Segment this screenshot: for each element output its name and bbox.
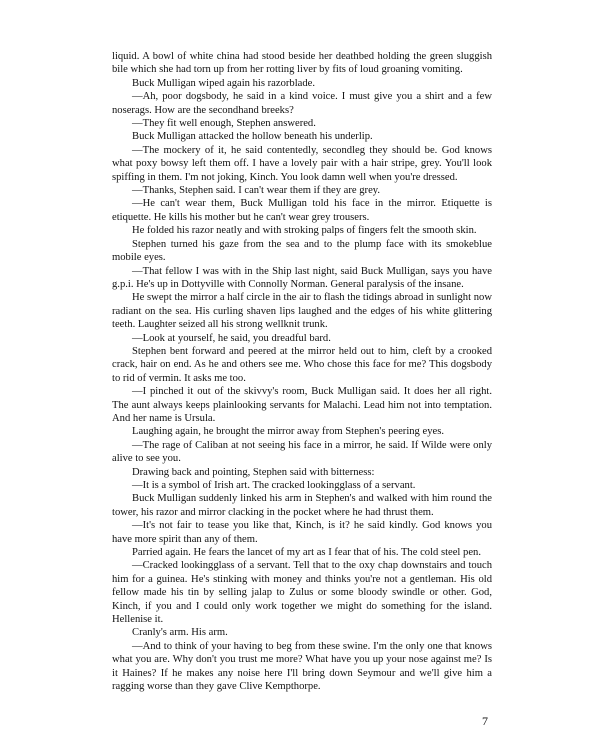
page-body <box>112 50 492 694</box>
paragraph: Drawing back and pointing, Stephen said with bitterness: <box>132 466 375 478</box>
page-number: 7 <box>482 714 488 728</box>
paragraph: Parried again. He fears the lancet of my art as I fear that of his. The cold steel pen. <box>132 547 481 559</box>
paragraph: —Thanks, Stephen said. I can't wear them if they are grey. <box>132 185 381 197</box>
paragraph: —It is a symbol of Irish art. The cracked lookingglass of a servant. <box>132 480 416 491</box>
paragraph: Cranly's arm. His arm. <box>132 627 228 639</box>
paragraph: Stephen turned his gaze from the sea and to the plump face with its smokeblue mobile eyes. <box>112 238 492 264</box>
paragraph: —Ah, poor dogsbody, he said in a kind voice. I must give you a shirt and a few noserags. How are the secondhand breeks? <box>112 91 492 116</box>
paragraph: Stephen bent forward and peered at the mirror held out to him, cleft by a crooked crack, hair on end. As he and others see me. Who chose this face for me? This dogsbody to rid of vermin. It asks me too. <box>112 345 492 384</box>
paragraph: —Cracked lookingglass of a servant. Tell that to the oxy chap downstairs and touch him for a guinea. He's stinking with money and thinks you're not a gentleman. His old fellow made his tin by selling jalap to Zulus or some bloody swindle or other. God, Kinch, if you and I could only work together we might do something for the island. Hellenise it. <box>112 560 492 626</box>
paragraph: —That fellow I was with in the Ship last night, said Buck Mulligan, says you have g.p.i. He's up in Dottyville with Connolly Norman. General paralysis of the insane. <box>112 265 492 290</box>
paragraph: Laughing again, he brought the mirror away from Stephen's peering eyes. <box>132 426 444 438</box>
paragraph: Buck Mulligan suddenly linked his arm in Stephen's and walked with him round the tower, his razor and mirror clacking in the pocket where he had thrust them. <box>112 493 492 518</box>
paragraph: liquid. A bowl of white china had stood beside her deathbed holding the green sluggish bile which she had torn up from her rotting liver by fits of loud groaning vomiting. <box>112 51 492 76</box>
paragraph: Buck Mulligan attacked the hollow beneath his underlip. <box>132 131 373 143</box>
paragraph: —He can't wear them, Buck Mulligan told his face in the mirror. Etiquette is etiquette. He kills his mother but he can't wear grey trousers. <box>112 198 492 223</box>
paragraph: Buck Mulligan wiped again his razorblade. <box>132 77 315 89</box>
paragraph: —They fit well enough, Stephen answered. <box>132 118 316 130</box>
paragraph: —Look at yourself, he said, you dreadful bard. <box>132 332 331 344</box>
paragraph: He folded his razor neatly and with stroking palps of fingers felt the smooth skin. <box>132 225 477 237</box>
paragraph: —The mockery of it, he said contentedly, secondleg they should be. God knows what poxy bowsy left them off. I have a lovely pair with a hair stripe, grey. You'll look spiffing in them. I'm not joking, Kinch. You look damn well when you're dressed. <box>112 144 492 183</box>
paragraph: —And to think of your having to beg from these swine. I'm the only one that knows what you are. Why don't you trust me more? What have you up your nose against me? Is it Haines? If he makes any noise here I'll bring down Seymour and we'll give him a ragging worse than they gave Clive Kempthorpe. <box>112 640 492 693</box>
paragraph: —I pinched it out of the skivvy's room, Buck Mulligan said. It does her all right. The aunt always keeps plainlooking servants for Malachi. Lead him not into temptation. And her name is Ursula. <box>112 386 492 424</box>
paragraph: —The rage of Caliban at not seeing his face in a mirror, he said. If Wilde were only alive to see you. <box>112 439 492 465</box>
paragraph: He swept the mirror a half circle in the air to flash the tidings abroad in sunlight now radiant on the sea. His curling shaven lips laughed and the edges of his white glittering teeth. Laughter seized all his strong wellknit trunk. <box>112 292 492 331</box>
paragraph: —It's not fair to tease you like that, Kinch, is it? he said kindly. God knows you have more spirit than any of them. <box>112 520 492 545</box>
